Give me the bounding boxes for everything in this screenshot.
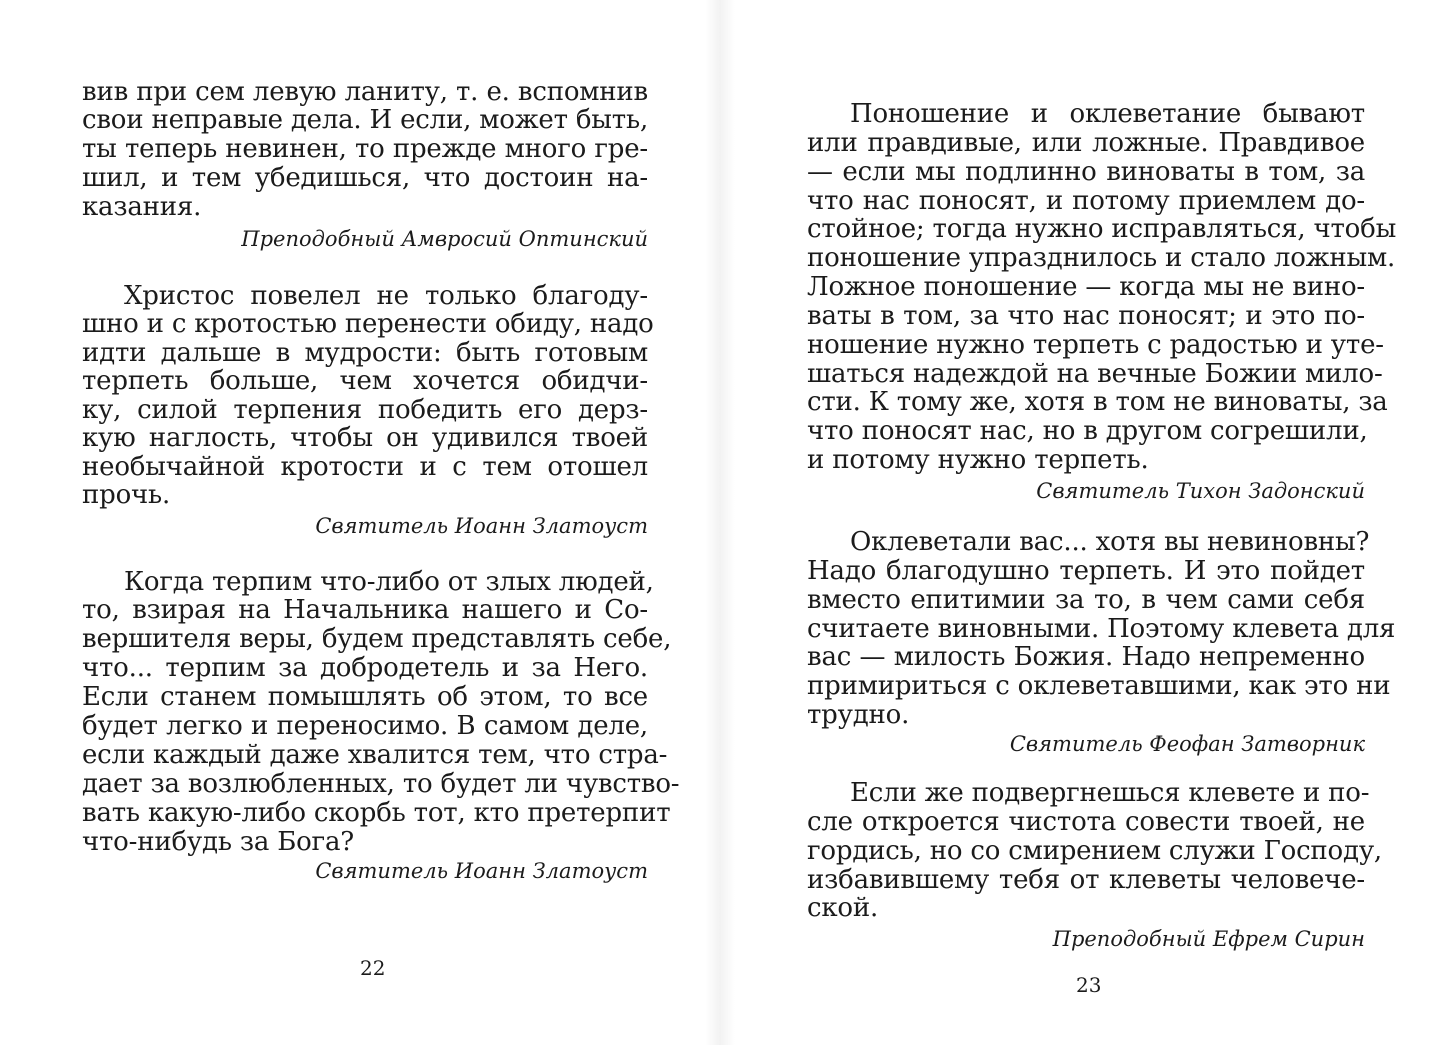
attribution: Святитель Тихон Задонский xyxy=(1036,479,1365,503)
passage-line: ношение нужно терпеть с радостью и уте- xyxy=(807,330,1384,360)
attribution: Святитель Иоанн Златоуст xyxy=(315,514,648,538)
passage-line: ской. xyxy=(807,893,879,923)
attribution: Святитель Феофан Затворник xyxy=(1009,732,1365,756)
passage-line: Поношение и оклеветание бывают xyxy=(850,99,1365,129)
passage-line: трудно. xyxy=(807,700,910,730)
passage-line: сти. К тому же, хотя в том не виноваты, за xyxy=(807,387,1388,417)
passage-line: — если мы подлинно виноваты в том, за xyxy=(807,157,1365,187)
passage-line: что... терпим за добродетель и за Него. xyxy=(82,653,648,683)
passage-line: шаться надеждой на вечные Божии мило- xyxy=(807,359,1383,389)
passage-line: вив при сем левую ланиту, т. е. вспомнив xyxy=(82,77,648,107)
passage-line: Христос повелел не только благоду- xyxy=(124,281,648,311)
passage-line: Если станем помышлять об этом, то все xyxy=(82,682,648,712)
passage-line: и потому нужно терпеть. xyxy=(807,445,1149,475)
passage-line: то, взирая на Начальника нашего и Со- xyxy=(82,595,648,625)
passage-line: прочь. xyxy=(82,480,171,510)
attribution: Преподобный Ефрем Сирин xyxy=(1052,927,1365,951)
passage-line: свои неправые дела. И если, может быть, xyxy=(82,105,649,135)
passage-line: примириться с оклеветавшими, как это ни xyxy=(807,671,1391,701)
passage-line: ваты в том, за что нас поносят; и это по- xyxy=(807,301,1365,331)
passage-line: будет легко и переносимо. В самом деле, xyxy=(82,711,648,741)
passage-line: ку, силой терпения победить его дерз- xyxy=(82,395,648,425)
passage-line: Если же подвергнешься клевете и по- xyxy=(850,778,1370,808)
passage-line: казания. xyxy=(82,192,202,222)
right-page xyxy=(720,0,1439,1045)
passage-line: избавившему тебя от клеветы человече- xyxy=(807,865,1365,895)
passage-line: вместо епитимии за то, в чем сами себя xyxy=(807,585,1365,615)
attribution: Святитель Иоанн Златоуст xyxy=(315,859,648,883)
passage-line: вать какую-либо скорбь тот, кто претерпит xyxy=(82,798,671,828)
passage-line: считаете виновными. Поэтому клевета для xyxy=(807,614,1396,644)
passage-line: или правдивые, или ложные. Правдивое xyxy=(807,128,1365,158)
passage-line: стойное; тогда нужно исправляться, чтобы xyxy=(807,214,1397,244)
passage-line: что поносят нас, но в другом согрешили, xyxy=(807,416,1368,446)
passage-line: что-нибудь за Бога? xyxy=(82,827,355,857)
passage-line: поношение упразднилось и стало ложным. xyxy=(807,243,1396,273)
passage-line: Ложное поношение — когда мы не вино- xyxy=(807,272,1365,302)
passage-line: гордись, но со смирением служи Господу, xyxy=(807,836,1382,866)
passage-line: сле откроется чистота совести твоей, не xyxy=(807,807,1365,837)
passage-line: необычайной кротости и с тем отошел xyxy=(82,452,648,482)
passage-line: вас — милость Божия. Надо непременно xyxy=(807,642,1365,672)
passage-line: ты теперь невинен, то прежде много гре- xyxy=(82,134,648,164)
passage-line: идти дальше в мудрости: быть готовым xyxy=(82,338,648,368)
passage-line: шил, и тем убедишься, что достоин на- xyxy=(82,163,648,193)
page-number: 22 xyxy=(360,956,386,980)
passage-line: Надо благодушно терпеть. И это пойдет xyxy=(807,556,1365,586)
passage-line: Когда терпим что-либо от злых людей, xyxy=(124,567,654,597)
passage-line: Оклеветали вас... хотя вы невиновны? xyxy=(850,527,1370,557)
passage-line: шно и с кротостью перенести обиду, надо xyxy=(82,309,654,339)
page-number: 23 xyxy=(1076,973,1102,997)
attribution: Преподобный Амвросий Оптинский xyxy=(241,227,648,251)
passage-line: дает за возлюбленных, то будет ли чувство- xyxy=(82,769,680,799)
passage-line: терпеть больше, чем хочется обидчи- xyxy=(82,366,648,396)
passage-line: что нас поносят, и потому приемлем до- xyxy=(807,186,1365,216)
passage-line: кую наглость, чтобы он удивился твоей xyxy=(82,423,648,453)
passage-line: если каждый даже хвалится тем, что стра- xyxy=(82,740,668,770)
passage-line: вершителя веры, будем представлять себе, xyxy=(82,624,672,654)
